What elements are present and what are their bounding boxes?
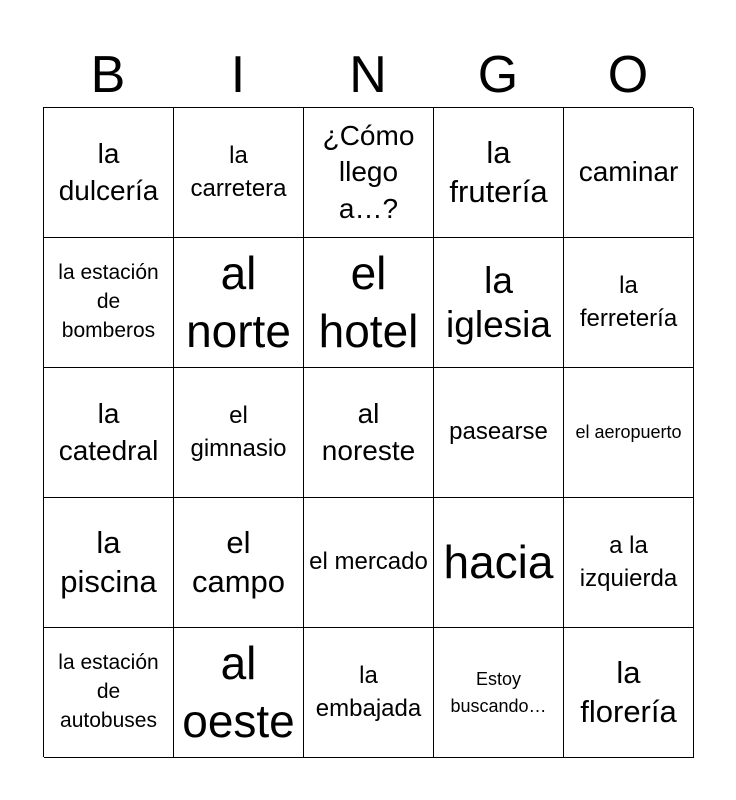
bingo-cell[interactable] xyxy=(44,108,174,238)
cell-text: la estación de bomberos xyxy=(58,261,159,342)
bingo-cell[interactable] xyxy=(304,108,434,238)
header-letter-n: N xyxy=(349,46,387,104)
header-letter-g: G xyxy=(477,46,519,104)
bingo-cell[interactable] xyxy=(564,498,694,628)
cell-text: al oeste xyxy=(182,637,295,747)
bingo-cell[interactable] xyxy=(174,108,304,238)
cell-text: el gimnasio xyxy=(190,402,287,462)
bingo-cell[interactable] xyxy=(44,628,174,758)
bingo-cell[interactable] xyxy=(434,498,564,628)
bingo-cell[interactable] xyxy=(434,238,564,368)
cell-text: la florería xyxy=(580,654,677,729)
cell-text: hacia xyxy=(443,535,554,588)
cell-text: Estoy buscando… xyxy=(450,668,547,716)
bingo-cell[interactable] xyxy=(174,498,304,628)
cell-text: la frutería xyxy=(449,134,548,209)
bingo-cell[interactable] xyxy=(174,368,304,498)
cell-text: el mercado xyxy=(309,548,428,576)
bingo-cell[interactable] xyxy=(434,368,564,498)
bingo-cell[interactable] xyxy=(564,238,694,368)
bingo-cell[interactable] xyxy=(44,238,174,368)
bingo-cell[interactable] xyxy=(304,368,434,498)
cell-text: la iglesia xyxy=(446,259,551,345)
header-letter-i: I xyxy=(230,46,246,104)
bingo-cell[interactable] xyxy=(304,238,434,368)
cell-text: la carretera xyxy=(190,142,287,202)
cell-text: al norte xyxy=(186,247,291,357)
bingo-grid xyxy=(43,107,693,757)
cell-text: al noreste xyxy=(321,398,416,466)
cell-text: la estación de autobuses xyxy=(58,651,159,732)
bingo-cell[interactable] xyxy=(44,368,174,498)
cell-text: a la izquierda xyxy=(579,532,678,592)
cell-text: la piscina xyxy=(60,524,157,599)
cell-text: la embajada xyxy=(315,662,422,722)
header-letter-o: O xyxy=(607,46,649,104)
cell-text: el campo xyxy=(191,524,286,599)
bingo-cell[interactable] xyxy=(44,498,174,628)
cell-text: la dulcería xyxy=(58,138,159,206)
bingo-cell[interactable] xyxy=(564,628,694,758)
cell-text: la ferretería xyxy=(579,272,678,332)
bingo-cell[interactable] xyxy=(304,498,434,628)
cell-text: caminar xyxy=(578,156,679,188)
bingo-cell[interactable] xyxy=(564,368,694,498)
cell-text: pasearse xyxy=(449,418,548,446)
bingo-cell[interactable] xyxy=(174,238,304,368)
cell-text: ¿Cómo llego a…? xyxy=(322,119,415,224)
bingo-cell[interactable] xyxy=(304,628,434,758)
bingo-header xyxy=(43,42,693,108)
header-letter-b: B xyxy=(90,46,126,104)
cell-text: la catedral xyxy=(58,398,159,466)
cell-text: el aeropuerto xyxy=(575,422,682,442)
bingo-cell[interactable] xyxy=(174,628,304,758)
bingo-cell[interactable] xyxy=(434,108,564,238)
bingo-cell[interactable] xyxy=(434,628,564,758)
cell-text: el hotel xyxy=(318,247,419,357)
bingo-cell[interactable] xyxy=(564,108,694,238)
